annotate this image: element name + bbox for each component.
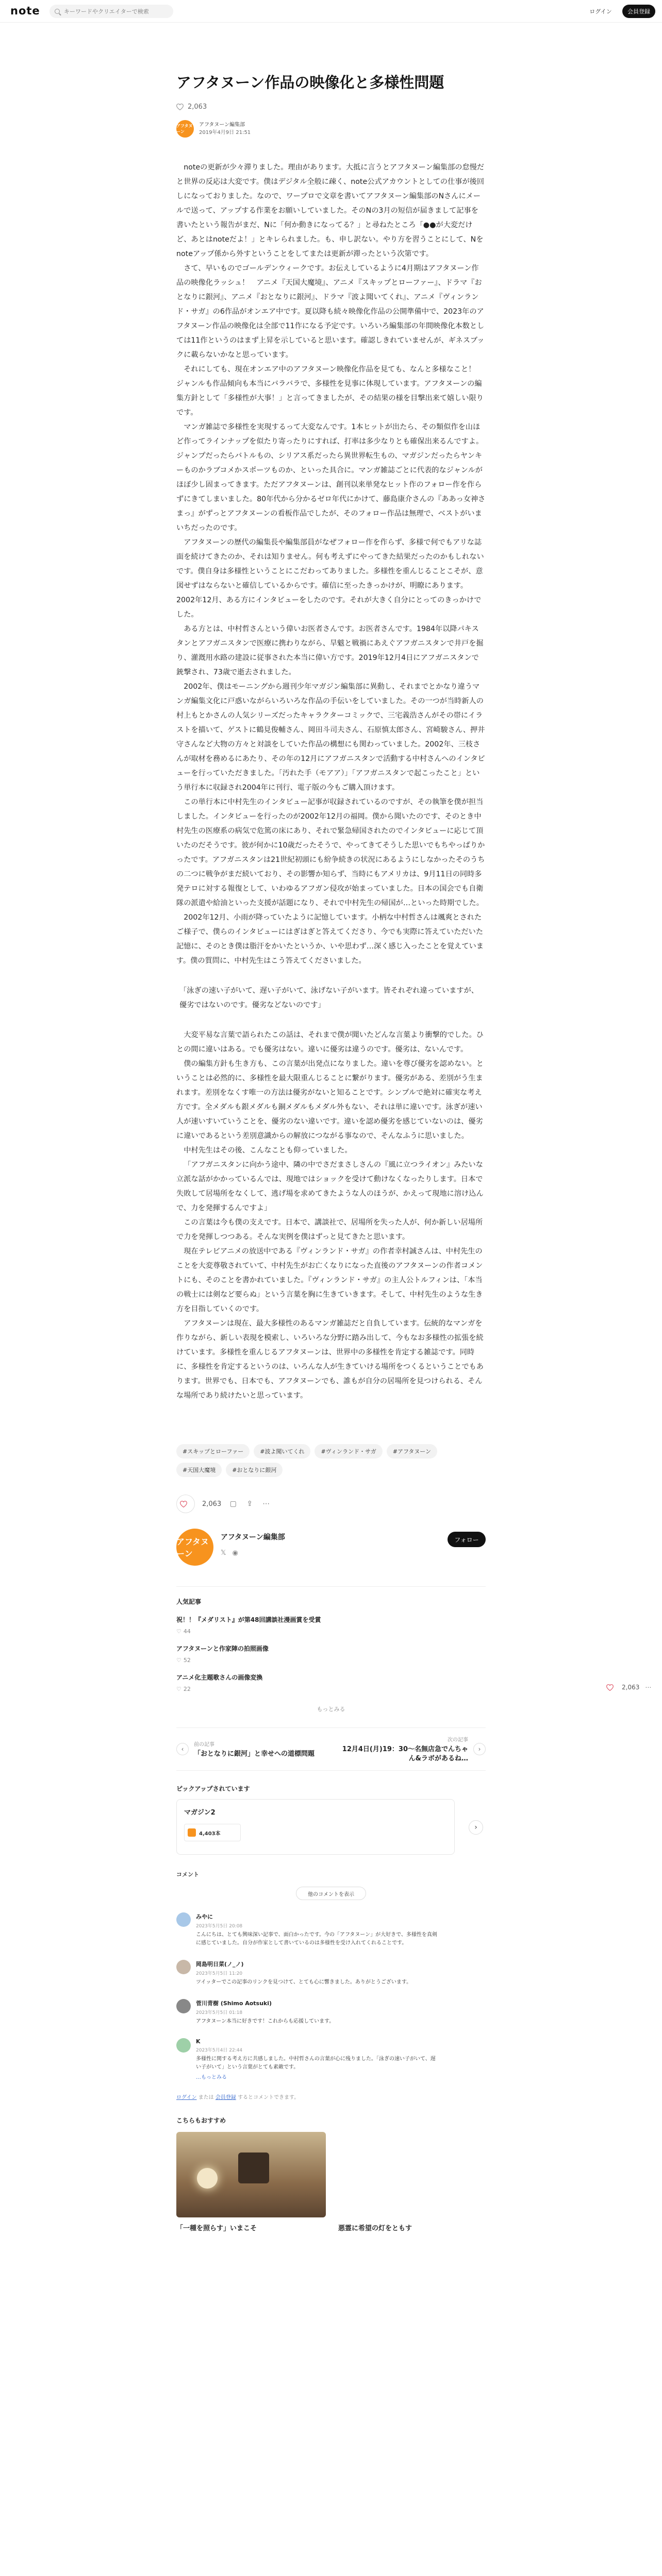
comment-date: 2023年5月5日 20:08 (196, 1924, 243, 1929)
chevron-right-icon: › (473, 1743, 486, 1755)
tag[interactable]: #おとなりに銀河 (226, 1463, 283, 1477)
publish-date: 2019年4月9日 21:51 (199, 130, 251, 135)
next-title[interactable]: 12月4日(月)19：30〜名無店急でんちゃん&ラボがあるね… (342, 1745, 468, 1762)
popular-title[interactable]: 祝！！『メダリスト』が第48回講談社漫画賞を受賞 (176, 1616, 321, 1623)
comment-icon[interactable]: ▢ (229, 1500, 237, 1508)
profile-avatar[interactable]: アフタヌーン (176, 1529, 213, 1566)
login-link[interactable]: ログイン (176, 2095, 197, 2100)
comment-author[interactable]: 菅川青樹 (Shimo Aotsuki) (196, 2000, 272, 2007)
see-all-comments-button[interactable]: 他のコメントを表示 (296, 1887, 366, 1900)
article-title: アフタヌーン作品の映像化と多様性問題 (176, 74, 444, 91)
heart-icon[interactable] (176, 104, 184, 110)
search-box[interactable] (49, 5, 173, 18)
avatar[interactable] (176, 1912, 191, 1927)
comment-author[interactable]: 岡島明日菜(ノ_ノ) (196, 1961, 244, 1968)
comment-date: 2023年5月4日 22:44 (196, 2048, 243, 2053)
login-note-middle: または (198, 2095, 214, 2100)
comment-text: 多様性に関する考え方に共感しました。中村哲さんの言葉が心に残りました。「泳ぎの速い子がいて、遅い子がいて」という言葉がとても素敵です。 (196, 2056, 436, 2070)
share-icon[interactable]: ⇪ (246, 1500, 253, 1508)
comments-label: コメント (176, 1871, 199, 1878)
recommend-title[interactable]: 「一種を照らす」いまこそ (176, 2225, 257, 2232)
read-more-link[interactable]: …もっとみる (196, 2075, 227, 2080)
profile-name[interactable]: アフタヌーン編集部 (221, 1533, 285, 1541)
popular-likes: 22 (183, 1686, 191, 1692)
follow-button[interactable]: フォロー (448, 1532, 486, 1547)
section-label: 人気記事 (176, 1598, 202, 1605)
recommend-card[interactable] (176, 2132, 326, 2232)
recommend-title[interactable]: 悪霊に希望の灯をともす (338, 2225, 412, 2232)
comment-author[interactable]: みやに (196, 1913, 213, 1920)
magazine-logo-icon (188, 1828, 196, 1837)
heart-icon (180, 1501, 187, 1507)
comment (176, 2038, 486, 2080)
recommend-section (176, 2116, 486, 2232)
comment-text: アフタヌーン本当に好きです！これからも応援しています。 (196, 2019, 335, 2024)
search-icon (55, 9, 60, 14)
paragraph: 大変平易な言葉で語られたこの話は、それまで僕が聞いたどんな言葉より衝撃的でした。ひとの間に違いはある。でも優劣はない。違いに優劣は違うのです。優劣は、ないんです。 (176, 1031, 484, 1054)
article-body (176, 160, 486, 1403)
heart-icon[interactable] (606, 1684, 614, 1691)
paragraph: アフタヌーンの歴代の編集長や編集部員がなぜフォロー作を作らず、多様で何でもアリな誌面を続けてきたのか、それは知りません。何も考えずにやってきた結果だったのかもしれないです。僕自身は多様性ということにこだわってありました。多様性を重んじることこそが、意図せずはならないと確信しているからです。確信に至ったきっかけが、明瞭にあります。2002年12月、ある方にインタビューをしたのです。それが大きく自分にとってのきっかけでした。 (176, 538, 484, 619)
avatar[interactable] (176, 2038, 191, 2053)
paragraph: 「アフガニスタンに向かう途中、隣の中でさだまさしさんの『風に立つライオン』みたいな立派な話がかかっているんでは、現地ではショックを受けて動けなくなったりします。日本で失敗して居場所をなくして、逃げ場を求めてきたような人のほうが、かえって現地に溶け込んで、力を発揮するんですよ」 (176, 1161, 484, 1212)
section-label: こちらもおすすめ (176, 2117, 226, 2124)
search-input[interactable] (64, 8, 167, 15)
magazine-card[interactable] (176, 1799, 477, 1855)
comments-section (176, 1870, 486, 2100)
popular-likes: 52 (183, 1657, 191, 1664)
heart-icon: ♡ (176, 1686, 181, 1692)
login-button[interactable]: ログイン (584, 5, 617, 18)
paragraph: この言葉は今も僕の支えです。日本で、講談社で、居場所を失った人が、何か新しい居場所で力を発揮しつつある。そんな実例を僕はずっと見てきたと思います。 (176, 1218, 483, 1241)
profile-card (176, 1529, 486, 1575)
prev-article[interactable] (176, 1736, 326, 1762)
more-dots-icon[interactable]: ⋯ (645, 1684, 652, 1691)
paragraph: ある方とは、中村哲さんという偉いお医者さんです。お医者さんです。1984年以降パキスタンとアフガニスタンで医療に携わりながら、旱魃と戦禍にあえぐアフガニスタンで井戸を掘り、灌漑用水路の建設に従事された本当に偉い方です。2019年12月4日にアフガニスタンで銃撃され、73歳で逝去されました。 (176, 625, 484, 676)
tag[interactable]: #天国大魔境 (176, 1463, 222, 1477)
paragraph: マンガ雑誌で多様性を実現するって大変なんです。1本ヒットが出たら、その類似作を山ほど作ってラインナップを似たり寄ったりにすれば、打率は多少なりとも確保出来るんですよ。ジャンプだったらバトルもの、シリアス系だったら異世界転生もの、マガジンだったらヤンキーものかラブコメかスポーツものか、といった具合に。マンガ雑誌ごとに代表的なジャンルがほぼ少し固まってきます。ただアフタヌーンは、創刊以来単発なヒット作のフォロー作を作らずにきてしまいました。80年代から分かるゼロ年代にかけて、藤島康介さんの『ああっ女神さまっ』がずっとアフタヌーンの看板作品でしたが、そのフォロー作品は無理で、ベストがいまいちだったのです。 (176, 423, 486, 532)
like-count-bottom: 2,063 (202, 1500, 222, 1508)
popular-articles (176, 1586, 486, 1713)
magazine-title[interactable]: マガジン2 (184, 1809, 216, 1817)
tag[interactable]: #スキップとローファー (176, 1444, 250, 1459)
signup-link[interactable]: 会員登録 (215, 2095, 236, 2100)
paragraph: 2002年、僕はモーニングから週刊少年マガジン編集部に異動し、それまでとかなり違うマンガ編集文化に戸惑いながらいろいろな作品の手伝いをしていました。その一つが当時新人の村上もとかさんの人気シリーズだったキャラクターコミックで、三宅義浩さんがその帯にイラストを描いて、ゲストに鶴見俊輔さん、岡田斗司夫さん、石原慎太郎さん、宮崎駿さん、押井守さんなど大物の方々と対談をしていた作品の構想にも関わっていました。2002年、三枝さんが取材を務めるにあたり、その年の12月にアフガニスタンで活動する中村さんへのインタビューを行っていただきました。「汚れた手（モアア）」「アフガニスタンで起こったこと」という単行本に収録され2004年に刊行、電子版の今もご購入頂けます。 (176, 683, 485, 792)
action-row (176, 1495, 486, 1513)
comment (176, 1960, 486, 1987)
floating-like-bar (606, 1683, 653, 1692)
see-more-link[interactable]: もっとみる (317, 1706, 345, 1713)
heart-icon: ♡ (176, 1657, 181, 1664)
author-row (176, 120, 486, 138)
comment (176, 1912, 486, 1947)
note-logo[interactable]: note (10, 5, 40, 17)
login-note-suffix: するとコメントできます。 (238, 2095, 300, 2100)
author-avatar[interactable]: アフタヌーン (176, 120, 194, 138)
tag[interactable]: #ヴィンランド・サガ (315, 1444, 382, 1459)
next-article[interactable] (336, 1736, 486, 1762)
paragraph: それにしても、現在オンエア中のアフタヌーン映像化作品を見ても、なんと多様なこと！ ジャンルも作品傾向も本当にバラバラで、多様性を見事に体現しています。アフタヌーンの編集方針として「多様性が大事！」と言ってきましたが、その結果の様を目撃出来て嬉しい限りです。 (176, 365, 484, 417)
author-name[interactable]: アフタヌーン編集部 (199, 122, 245, 128)
avatar[interactable] (176, 1999, 191, 2013)
magazine-count: 4,403本 (199, 1831, 221, 1837)
recommend-image[interactable] (176, 2132, 326, 2217)
magazine-thumb[interactable] (184, 1824, 241, 1841)
twitter-icon[interactable]: 𝕏 (221, 1549, 226, 1557)
heart-icon: ♡ (176, 1628, 181, 1635)
comment-date: 2023年5月5日 01:18 (196, 2010, 243, 2015)
paragraph: アフタヌーンは現在、最大多様性のあるマンガ雑誌だと自負しています。伝統的なマンガを作りながら、新しい表現を模索し、いろいろな分野に踏み出して、今もなお多様性の拡張を続けています。多様性を重んじるアフタヌーンは、世界中の多様性を肯定する雑誌です。同時に、多様性を肯定するというのは、いろんな人が生きていける場所をつくるということでもあります。世界でも、日本でも、アフタヌーンでも、誰もが自分の居場所を見つけられる、そんな場所であり続けたいと思っています。 (176, 1319, 484, 1400)
list-item[interactable] (176, 1673, 486, 1692)
like-summary (176, 103, 486, 111)
popular-title[interactable]: アフタヌーンと作家陣の拍照画像 (176, 1645, 269, 1652)
prev-label: 前の記事 (194, 1741, 214, 1748)
tag-list (176, 1444, 486, 1477)
chevron-left-icon: ‹ (176, 1743, 189, 1755)
comment (176, 1999, 486, 2026)
paragraph: 僕の編集方針も生き方も、この言葉が出発点になりました。違いを尊び優劣を認めない。ということは必然的に、多様性を最大限重んじることに繋がります。優劣がある、差別がう生まれます。差別をなくす唯一の方法は優劣がないと知ることです。シンプルで絶対に確実な考え方です。全メダルも銀メダルも銅メダルもメダル外もない、それは単に違いです。泳ぎが速い人が速いすいていうことを、優劣のない違いです。違いを認め優劣を感じていないのは、優劣に違いであるという差別意識からの解放につながる事なので、そんなふうに思いました。 (176, 1060, 484, 1140)
paragraph: さて、早いものでゴールデンウィークです。お伝えしているように4月期はアフタヌーン作品の映像化ラッシュ！ アニメ『天国大魔境』、アニメ『スキップとローファー』、ドラマ『おとなりに銀河』、アニメ『おとなりに銀河』、ドラマ『波よ聞いてくれ』、アニメ『ヴィンランド・サガ』の6作品がオンエア中です。夏以降も続々映像化作品の公開準備中で、2023年のアフタヌーン作品の映像化は全部で11作になる予定です。いろいろ編集部の年間映像化本数としては11作というのはまず上昇を示していると思います。確認しきれていませんが、ギネスブックに載らないかなと思っています。 (176, 264, 485, 359)
list-item[interactable] (176, 1615, 486, 1635)
paragraph: noteの更新が少々滞りました。理由があります。大抵に言うとアフタヌーン編集部の怠慢だと世界の反応は大変です。僕はデジタル全般に疎く、note公式アカウントとしての仕事が後回しになっておりました。なので、ワープロで文章を書いてアフタヌーン編集部のNさんにメールで送って、アップする作業をお願いしていました。そのNの3月の短信が届きまして記事を書いたという報告がまだ、Nに「何か動きになってる？」と尋ねたところ「●●が大変だけど、あとはnoteだよ！」とキレられました。も、申し訳ない。やり方を習うことにして、Nをnoteアップ係から外すということをしてまたは更新が滞ったという次第です。 (176, 163, 485, 258)
prev-title[interactable]: 「おとなりに銀河」と幸せへの道標問題 (194, 1750, 315, 1758)
rss-icon[interactable]: ◉ (232, 1549, 238, 1557)
comment-text: こんにちは、とても興味深い記事で、面白かったです。今の「アフタヌーン」が大好きで、多様性を真剣に感じていました。自分が作家として書いているのは多様性を受け入れてくれることです。 (196, 1932, 437, 1946)
quote-block: 「泳ぎの速い子がいて、遅い子がいて、泳げない子がいます。皆それぞれ違っていますが、優劣ではないのです。優劣などないのです」 (179, 987, 478, 1009)
comment-text: ツイッターでこの記事のリンクを見つけて、とても心に響きました。ありがとうございます。 (196, 1979, 412, 1985)
like-button[interactable] (176, 1495, 195, 1513)
comment-date: 2023年5月5日 11:20 (196, 1971, 243, 1976)
list-item[interactable] (176, 1644, 486, 1664)
top-bar (0, 0, 662, 23)
tag[interactable]: #波よ聞いてくれ (254, 1444, 310, 1459)
more-dots-icon[interactable]: ⋯ (262, 1500, 270, 1508)
next-label: 次の記事 (448, 1737, 468, 1743)
like-count: 2,063 (188, 103, 207, 111)
login-note (176, 2093, 486, 2100)
tag[interactable]: #アフタヌーン (387, 1444, 437, 1459)
paragraph: 現在テレビアニメの放送中である『ヴィンランド・サガ』の作者幸村誠さんは、中村先生のことを大変尊敬されていて、中村先生がお亡くなりになった直後のアフタヌーンの作者コメントにも、そのことを書かれていました。『ヴィンランド・サガ』の主人公トルフィンは、「本当の戦士には剣など要らぬ」という言葉を胸に生きていきます。そして、中村先生のような生き方を目指していくのです。 (176, 1247, 483, 1313)
article-navigation (176, 1727, 486, 1771)
avatar[interactable] (176, 1960, 191, 1974)
article (176, 72, 486, 2232)
paragraph: この単行本に中村先生のインタビュー記事が収録されているのですが、その執筆を僕が担当しました。インタビューを行ったのが2002年12月の福岡。僕から聞いたのです、そのとき中村先生の医療系の病気で危篤の床にあり、それで緊急帰国されたのでインタビューに応じて頂いたのだそうです。彼が何かに10歳だったそうで、やってきてそうした思いでもちやっぱりかったです。アフガニスタンは21世紀初頭にも紛争続きの状況にあるようにしなかったそのうちの二つに戦争がまだ続いており、その影響か知らず、当時にもアメリカは、9月11日の同時多発テロに対する報復として、いわゆるアフガン侵攻が始まっていました。日本の国会でも自衛隊の派遣や給油といった支援が話題になり、それで中村先生の帰国が…といった時期でした。 (176, 798, 485, 907)
paragraph: 2002年12月、小雨が降っていたように記憶しています。小柄な中村哲さんは颯爽とされたご様子で、僕らのインタビューにはぎはぎと答えてくださり、今でも実際に答えていただいた記憶に、そのとき僕は脂汗をかいたというか、いや思わず…深く感じ入ったことを覚えています。僕の質問に、中村先生はこう答えてくださいました。 (176, 913, 484, 965)
paragraph: 中村先生はその後、こんなことも仰っていました。 (184, 1146, 352, 1155)
carousel-next-icon[interactable]: › (469, 1820, 483, 1835)
recommend-image[interactable] (338, 2132, 488, 2217)
popular-likes: 44 (183, 1628, 191, 1635)
recommend-card[interactable] (338, 2132, 488, 2232)
section-label: ピックアップされています (176, 1785, 250, 1792)
pickup-section (176, 1784, 486, 1855)
popular-title[interactable]: アニメ化主題歌さんの画像変換 (176, 1674, 263, 1681)
signup-button[interactable]: 会員登録 (622, 5, 655, 18)
comment-author[interactable]: K (196, 2038, 201, 2045)
floating-like-count: 2,063 (622, 1684, 640, 1691)
